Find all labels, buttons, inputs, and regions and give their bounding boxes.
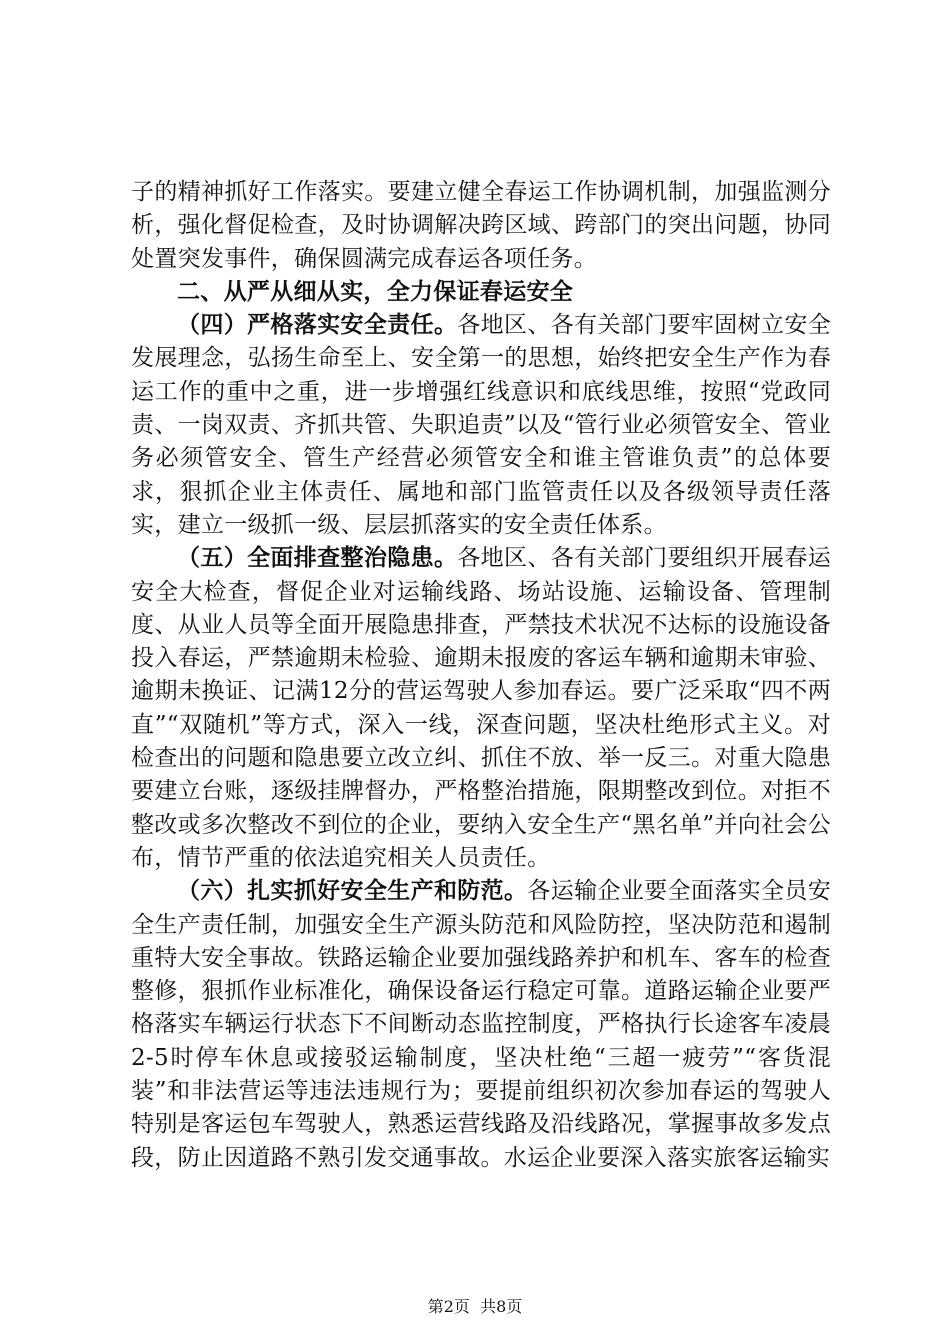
section-heading: 二、从严从细从实，全力保证春运安全	[177, 278, 574, 305]
item-text-5: 各地区、各有关部门要组织开展春运安全大检查，督促企业对运输线路、场站设施、运输设备、管理制度、从业人员等全面开展隐患排查，严禁技术状况不达标的设施设备投入春运，严禁逾期未检验、逾期未报废的客运车辆和逾期未审验、逾期未换证、记满12分的营运驾驶人参加春运。要广泛采取“四不两直”“双随机”等方式，深入一线，深查问题，坚决杜绝形式主义。对检查出的问题和隐患要立改立纠、抓住不放、举一反三。对重大隐患要建立台账，逐级挂牌督办，严格整治措施，限期整改到位。对拒不整改或多次整改不到位的企业，要纳入安全生产“黑名单”并向社会公布，情节严重的依法追究相关人员责任。	[131, 545, 831, 871]
item-paragraph-6	[131, 875, 831, 1175]
item-text-6: 各运输企业要全面落实全员安全生产责任制，加强安全生产源头防范和风险防控，坚决防范和遏制重特大安全事故。铁路运输企业要加强线路养护和机车、客车的检查整修，狠抓作业标准化，确保设备运行稳定可靠。道路运输企业要严格落实车辆运行状态下不间断动态监控制度，严格执行长途客车凌晨2-5时停车休息或接驳运输制度，坚决杜绝“三超一疲劳”“客货混装”和非法营运等违法违规行为；要提前组织初次参加春运的驾驶人特别是客运包车驾驶人，熟悉运营线路及沿线路况，掌握事故多发点段，防止因道路不熟引发交通事故。水运企业要深入落实旅客运输实	[131, 878, 831, 1171]
item-heading-4: （四）严格落实安全责任。	[177, 312, 458, 339]
page-footer: 第2页 共8页	[427, 1297, 523, 1316]
document-body	[131, 176, 831, 1175]
item-text-4: 各地区、各有关部门要牢固树立安全发展理念，弘扬生命至上、安全第一的思想，始终把安全生产作为春运工作的重中之重，进一步增强红线意识和底线思维，按照“党政同责、一岗双责、齐抓共管、失职追责”以及“管行业必须管安全、管业务必须管安全、管生产经营必须管安全和谁主管谁负责”的总体要求，狠抓企业主体责任、属地和部门监管责任以及各级领导责任落实，建立一级抓一级、层层抓落实的安全责任体系。	[131, 312, 831, 538]
continuation-paragraph: 子的精神抓好工作落实。要建立健全春运工作协调机制，加强监测分析，强化督促检查，及时协调解决跨区域、跨部门的突出问题，协同处置突发事件，确保圆满完成春运各项任务。	[131, 179, 831, 272]
item-heading-5: （五）全面排查整治隐患。	[177, 545, 458, 572]
item-paragraph-5	[131, 542, 831, 875]
item-heading-6: （六）扎实抓好安全生产和防范。	[177, 878, 528, 905]
item-paragraph-4	[131, 309, 831, 542]
